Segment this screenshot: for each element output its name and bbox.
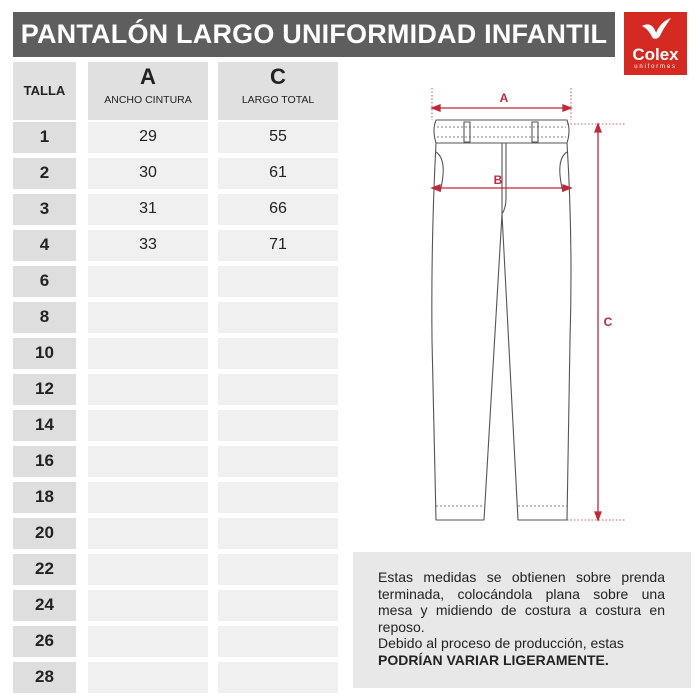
note-prefix: Debido al proceso de producción, estas bbox=[378, 635, 624, 651]
largo-total-cell bbox=[218, 446, 338, 477]
ancho-cintura-cell: 33 bbox=[88, 230, 208, 261]
ancho-cintura-cell bbox=[88, 590, 208, 621]
talla-cell: 20 bbox=[13, 518, 76, 549]
column-c-label: LARGO TOTAL bbox=[241, 94, 315, 106]
note-sentence-2 bbox=[378, 635, 665, 668]
talla-cell: 10 bbox=[13, 338, 76, 369]
ancho-cintura-cell bbox=[88, 410, 208, 441]
largo-total-cell bbox=[218, 374, 338, 405]
largo-total-cell: 66 bbox=[218, 194, 338, 225]
talla-cell: 1 bbox=[13, 122, 76, 153]
largo-total-cell: 55 bbox=[218, 122, 338, 153]
talla-cell: 4 bbox=[13, 230, 76, 261]
talla-cell: 14 bbox=[13, 410, 76, 441]
talla-cell: 28 bbox=[13, 662, 76, 693]
talla-cell: 16 bbox=[13, 446, 76, 477]
measure-lines bbox=[432, 88, 625, 520]
largo-total-cell: 61 bbox=[218, 158, 338, 189]
largo-total-cell bbox=[218, 626, 338, 657]
largo-total-cell bbox=[218, 518, 338, 549]
column-a-letter: A bbox=[140, 64, 156, 89]
ancho-cintura-cell: 30 bbox=[88, 158, 208, 189]
ancho-cintura-cell bbox=[88, 554, 208, 585]
largo-total-cell bbox=[218, 482, 338, 513]
logo-subtitle: uniformes bbox=[634, 64, 677, 70]
page-title: PANTALÓN LARGO UNIFORMIDAD INFANTIL bbox=[13, 12, 615, 57]
talla-cell: 24 bbox=[13, 590, 76, 621]
ancho-cintura-cell bbox=[88, 482, 208, 513]
talla-header: TALLA bbox=[13, 62, 76, 120]
ancho-cintura-cell bbox=[88, 302, 208, 333]
ancho-cintura-cell bbox=[88, 374, 208, 405]
talla-cell: 8 bbox=[13, 302, 76, 333]
measurement-note bbox=[353, 552, 691, 688]
ancho-cintura-cell: 31 bbox=[88, 194, 208, 225]
largo-total-cell bbox=[218, 590, 338, 621]
column-a-label: ANCHO CINTURA bbox=[104, 94, 192, 106]
largo-total-cell bbox=[218, 662, 338, 693]
logo-brand: Colex bbox=[632, 45, 679, 64]
column-c-letter: C bbox=[270, 64, 286, 89]
label-b: B bbox=[493, 173, 503, 187]
largo-total-cell bbox=[218, 554, 338, 585]
talla-cell: 12 bbox=[13, 374, 76, 405]
ancho-cintura-cell bbox=[88, 338, 208, 369]
talla-cell: 3 bbox=[13, 194, 76, 225]
ancho-cintura-cell: 29 bbox=[88, 122, 208, 153]
largo-total-cell bbox=[218, 338, 338, 369]
pants-diagram bbox=[420, 80, 640, 540]
column-c-header bbox=[218, 62, 338, 120]
largo-total-cell bbox=[218, 266, 338, 297]
ancho-cintura-cell bbox=[88, 662, 208, 693]
largo-total-cell bbox=[218, 302, 338, 333]
ancho-cintura-cell bbox=[88, 626, 208, 657]
colex-logo bbox=[624, 12, 687, 75]
ancho-cintura-cell bbox=[88, 518, 208, 549]
note-emphasis: PODRÍAN VARIAR LIGERAMENTE. bbox=[378, 651, 609, 668]
talla-cell: 6 bbox=[13, 266, 76, 297]
label-a: A bbox=[499, 91, 509, 105]
column-a-header bbox=[88, 62, 208, 120]
talla-cell: 2 bbox=[13, 158, 76, 189]
note-sentence-1: Estas medidas se obtienen sobre prenda terminada, colocándola plana sobre una mesa y midiendo de costura a costura en reposo. bbox=[378, 569, 665, 635]
talla-cell: 22 bbox=[13, 554, 76, 585]
bird-icon bbox=[640, 16, 672, 46]
talla-cell: 18 bbox=[13, 482, 76, 513]
ancho-cintura-cell bbox=[88, 446, 208, 477]
largo-total-cell bbox=[218, 410, 338, 441]
label-c: C bbox=[603, 315, 613, 329]
talla-cell: 26 bbox=[13, 626, 76, 657]
largo-total-cell: 71 bbox=[218, 230, 338, 261]
ancho-cintura-cell bbox=[88, 266, 208, 297]
